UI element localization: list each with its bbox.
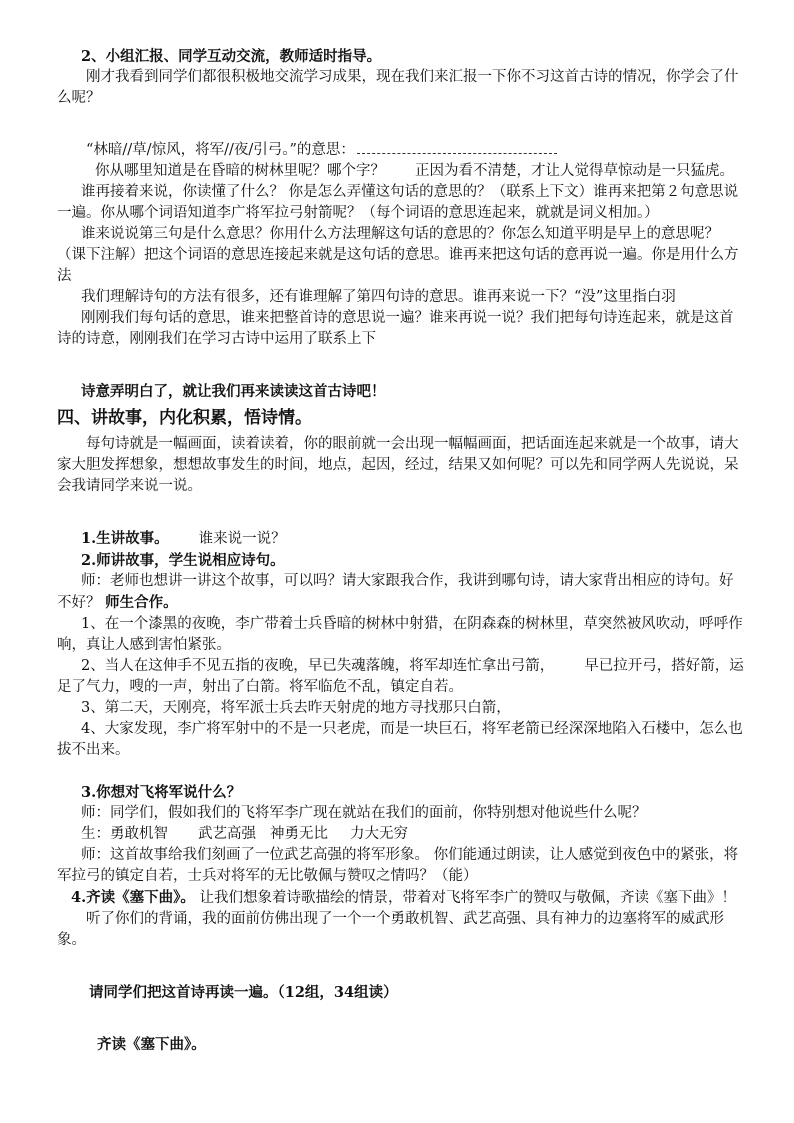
paragraph: [57, 887, 747, 909]
story-item: 3、第二天，天刚亮，将军派士兵去昨天射虎的地方寻找那只白箭，: [81, 700, 511, 716]
paragraph: 刚刚我们每句话的意思，谁来把整首诗的意思说一遍？谁来再说一说？我们把每句诗连起来，就是这首诗的诗意，刚刚我们在学习古诗中运用了联系上下: [57, 310, 734, 347]
document-page: [57, 46, 747, 1055]
paragraph: 听了你们的背诵，我的面前仿佛出现了一个一个勇敢机智、武艺高强、具有神力的边塞将军的威武形象。: [57, 911, 724, 948]
paragraph: 谁再接着来说，你读懂了什么？ 你是怎么弄懂这句话的意思的？（联系上下文）谁再来把第２句意思说一遍。你从哪个词语知道李广将军拉弓射箭呢？（每个词语的意思连起来，就就是词义相加。）: [57, 184, 739, 221]
story-item: 4、大家发现，李广将军射中的不是一只老虎，而是一块巨石，将军老箭已经深深地陷入石楼中，怎么也拔不出来。: [57, 721, 743, 758]
paragraph: 师：同学们，假如我们的飞将军李广现在就站在我们的面前，你特别想对他说些什么呢？: [81, 805, 647, 821]
bold-line: 请同学们把这首诗再读一遍。（12组，34组读）: [89, 984, 398, 1001]
paragraph-fill-blank: [57, 140, 747, 161]
paragraph: [57, 571, 747, 614]
text-span: 让我们想象着诗歌描绘的情景，带着对飞将军李广的赞叹与敬佩，齐读《塞下曲》！: [199, 890, 736, 906]
text-span: 正因为看不清楚，才让人觉得草惊动是一只猛虎。: [415, 163, 734, 179]
paragraph: 我们理解诗句的方法有很多，还有谁理解了第四句诗的意思。谁再来说一下？“没”这里指白羽: [81, 289, 676, 305]
answer-blank: [357, 141, 557, 154]
bold-span: 师生合作。: [105, 594, 178, 611]
quote-text: “林暗//草/惊风，将军//夜/引弓。”的意思：: [86, 142, 355, 158]
text-span: 谁来说一说？: [198, 531, 286, 547]
step-heading-2: 2、小组汇报、同学互动交流，教师适时指导。: [81, 48, 382, 65]
paragraph: 谁来说说第三句是什么意思？你用什么方法理解这句话的意思的？你怎么知道平明是早上的意思呢？（课下注解）把这个词语的意思连接起来就是这句话的意思。谁再来把这句话的意再说一遍。你是用什么方法: [57, 226, 739, 284]
bold-line: 诗意弄明白了，就让我们再来读读这首古诗吧！: [81, 383, 386, 400]
paragraph: 刚才我看到同学们都很积极地交流学习成果，现在我们来汇报一下你不习这首古诗的情况，你学会了什么呢？: [57, 69, 739, 106]
text-span: 2、当人在这伸手不见五指的夜晚，早已失魂落魄，将军却连忙拿出弓箭，: [81, 658, 555, 674]
step-label: 1.生讲故事。: [81, 530, 169, 547]
text-span: 早已拉开弓，搭好箭，运足了气力，嗖的一声，射出了白箭。将军临危不乱，镇定自若。: [57, 658, 744, 695]
text-span: 生：勇敢机智: [81, 826, 168, 842]
text-span: 神勇无比: [270, 826, 328, 842]
text-span: 武艺高强: [198, 826, 256, 842]
step-label: 4.齐读《塞下曲》。: [71, 889, 195, 906]
paragraph: 每句诗就是一幅画面，读着读着，你的眼前就一会出现一幅幅画面，把话面连起来就是一个故事，请大家大胆发挥想象，想想故事发生的时间，地点，起因，经过，结果又如何呢？可以先和同学两人先说说，呆会我请同学来说一说。: [57, 436, 739, 494]
list-item: 2.师讲故事，学生说相应诗句。: [81, 552, 285, 569]
bold-line: 齐读《塞下曲》。: [97, 1036, 206, 1053]
text-span: 你从哪里知道是在昏暗的树林里呢？哪个字？: [95, 163, 385, 179]
paragraph: [57, 161, 747, 182]
text-span: 师：老师也想讲一讲这个故事，可以吗？请大家跟我合作，我讲到哪句诗，请大家背出相应的诗句。好不好？: [57, 573, 734, 611]
list-item: [57, 528, 747, 550]
story-item: 1、在一个漆黑的夜晚，李广带着士兵昏暗的树林中射猎，在阴森森的树林里，草突然被风吹动，呼呼作响，真让人感到害怕紧张。: [57, 616, 743, 653]
story-item: [57, 656, 747, 698]
list-item: 3.你想对飞将军说什么？: [81, 784, 242, 801]
paragraph: 师：这首故事给我们刻画了一位武艺高强的将军形象。 你们能通过朗读，让人感觉到夜色中的紧张，将军拉弓的镇定自若，士兵对将军的无比敬佩与赞叹之情吗？（能）: [57, 847, 739, 884]
student-answers: [57, 824, 747, 845]
text-span: 力大无穷: [350, 826, 408, 842]
section-heading-4: 四、讲故事，内化积累，悟诗情。: [57, 408, 312, 428]
